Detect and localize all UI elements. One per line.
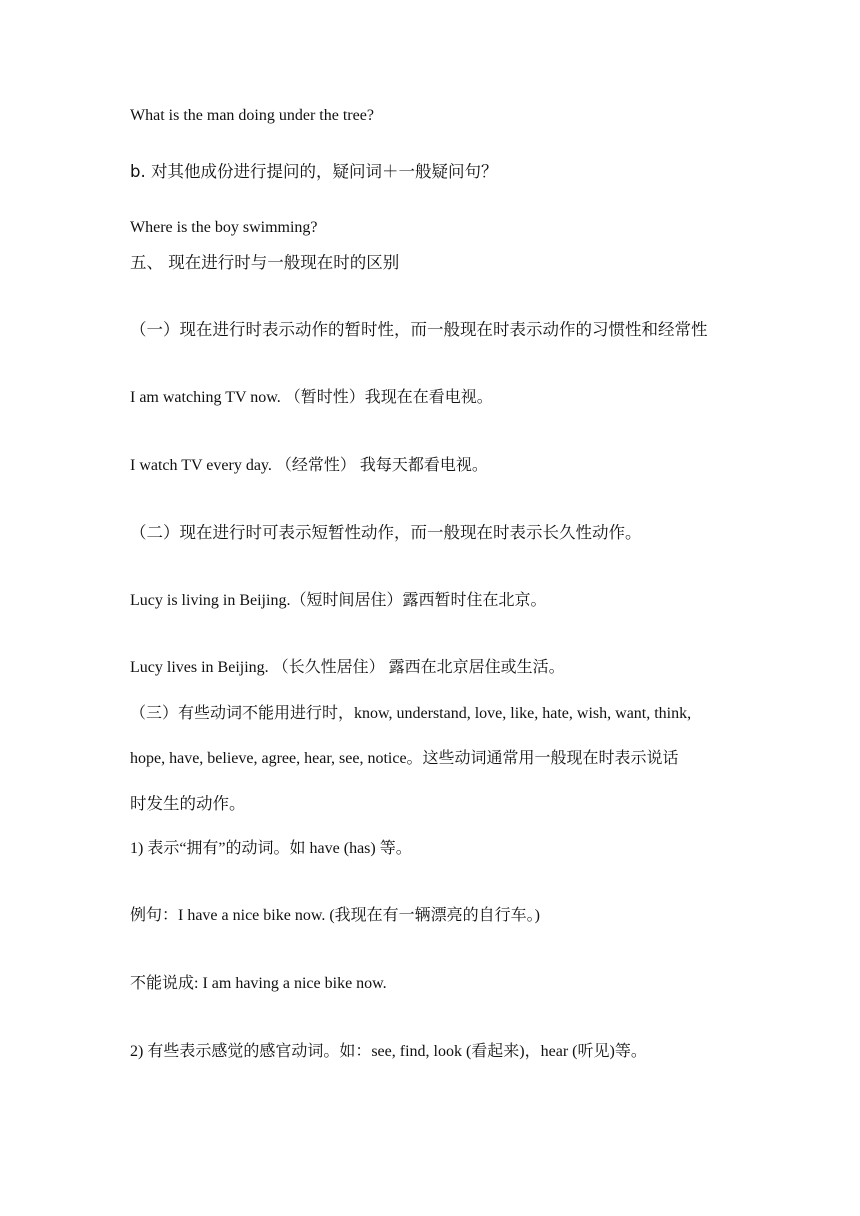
subsection-3-heading-line-1: （三）有些动词不能用进行时，know, understand, love, like, hate, wish, want, think, — [130, 705, 692, 722]
example-watching-tv-now: I am watching TV now. （暂时性）我现在在看电视。 — [130, 389, 493, 406]
example-watch-tv-every-day: I watch TV every day. （经常性） 我每天都看电视。 — [130, 457, 488, 474]
example-question-where-boy-swimming: Where is the boy swimming? — [130, 219, 318, 236]
subsection-1-heading: （一）现在进行时表示动作的暂时性，而一般现在时表示动作的习惯性和经常性 — [130, 320, 708, 339]
example-lucy-is-living: Lucy is living in Beijing.（短时间居住）露西暂时住在北京。 — [130, 592, 547, 609]
example-question-what-man-doing: What is the man doing under the tree? — [130, 107, 374, 124]
rule-b-other-components: b. 对其他成份进行提问的，疑问词＋一般疑问句？ — [130, 162, 498, 181]
subsection-3-heading-line-3: 时发生的动作。 — [130, 794, 246, 813]
section-5-heading: 五、 现在进行时与一般现在时的区别 — [130, 253, 400, 272]
subsection-3-heading-line-2: hope, have, believe, agree, hear, see, notice。这些动词通常用一般现在时表示说话 — [130, 750, 679, 767]
point-1-possession-verbs: 1) 表示“拥有”的动词。如 have (has) 等。 — [130, 840, 412, 857]
example-have-nice-bike: 例句：I have a nice bike now. (我现在有一辆漂亮的自行车。) — [130, 907, 541, 924]
incorrect-example-having-bike: 不能说成: I am having a nice bike now. — [130, 975, 387, 992]
example-lucy-lives: Lucy lives in Beijing. （长久性居住） 露西在北京居住或生活。 — [130, 659, 565, 676]
point-2-sense-verbs: 2) 有些表示感觉的感官动词。如：see, find, look (看起来)，hear (听见)等。 — [130, 1043, 647, 1060]
subsection-2-heading: （二）现在进行时可表示短暂性动作，而一般现在时表示长久性动作。 — [130, 523, 642, 542]
